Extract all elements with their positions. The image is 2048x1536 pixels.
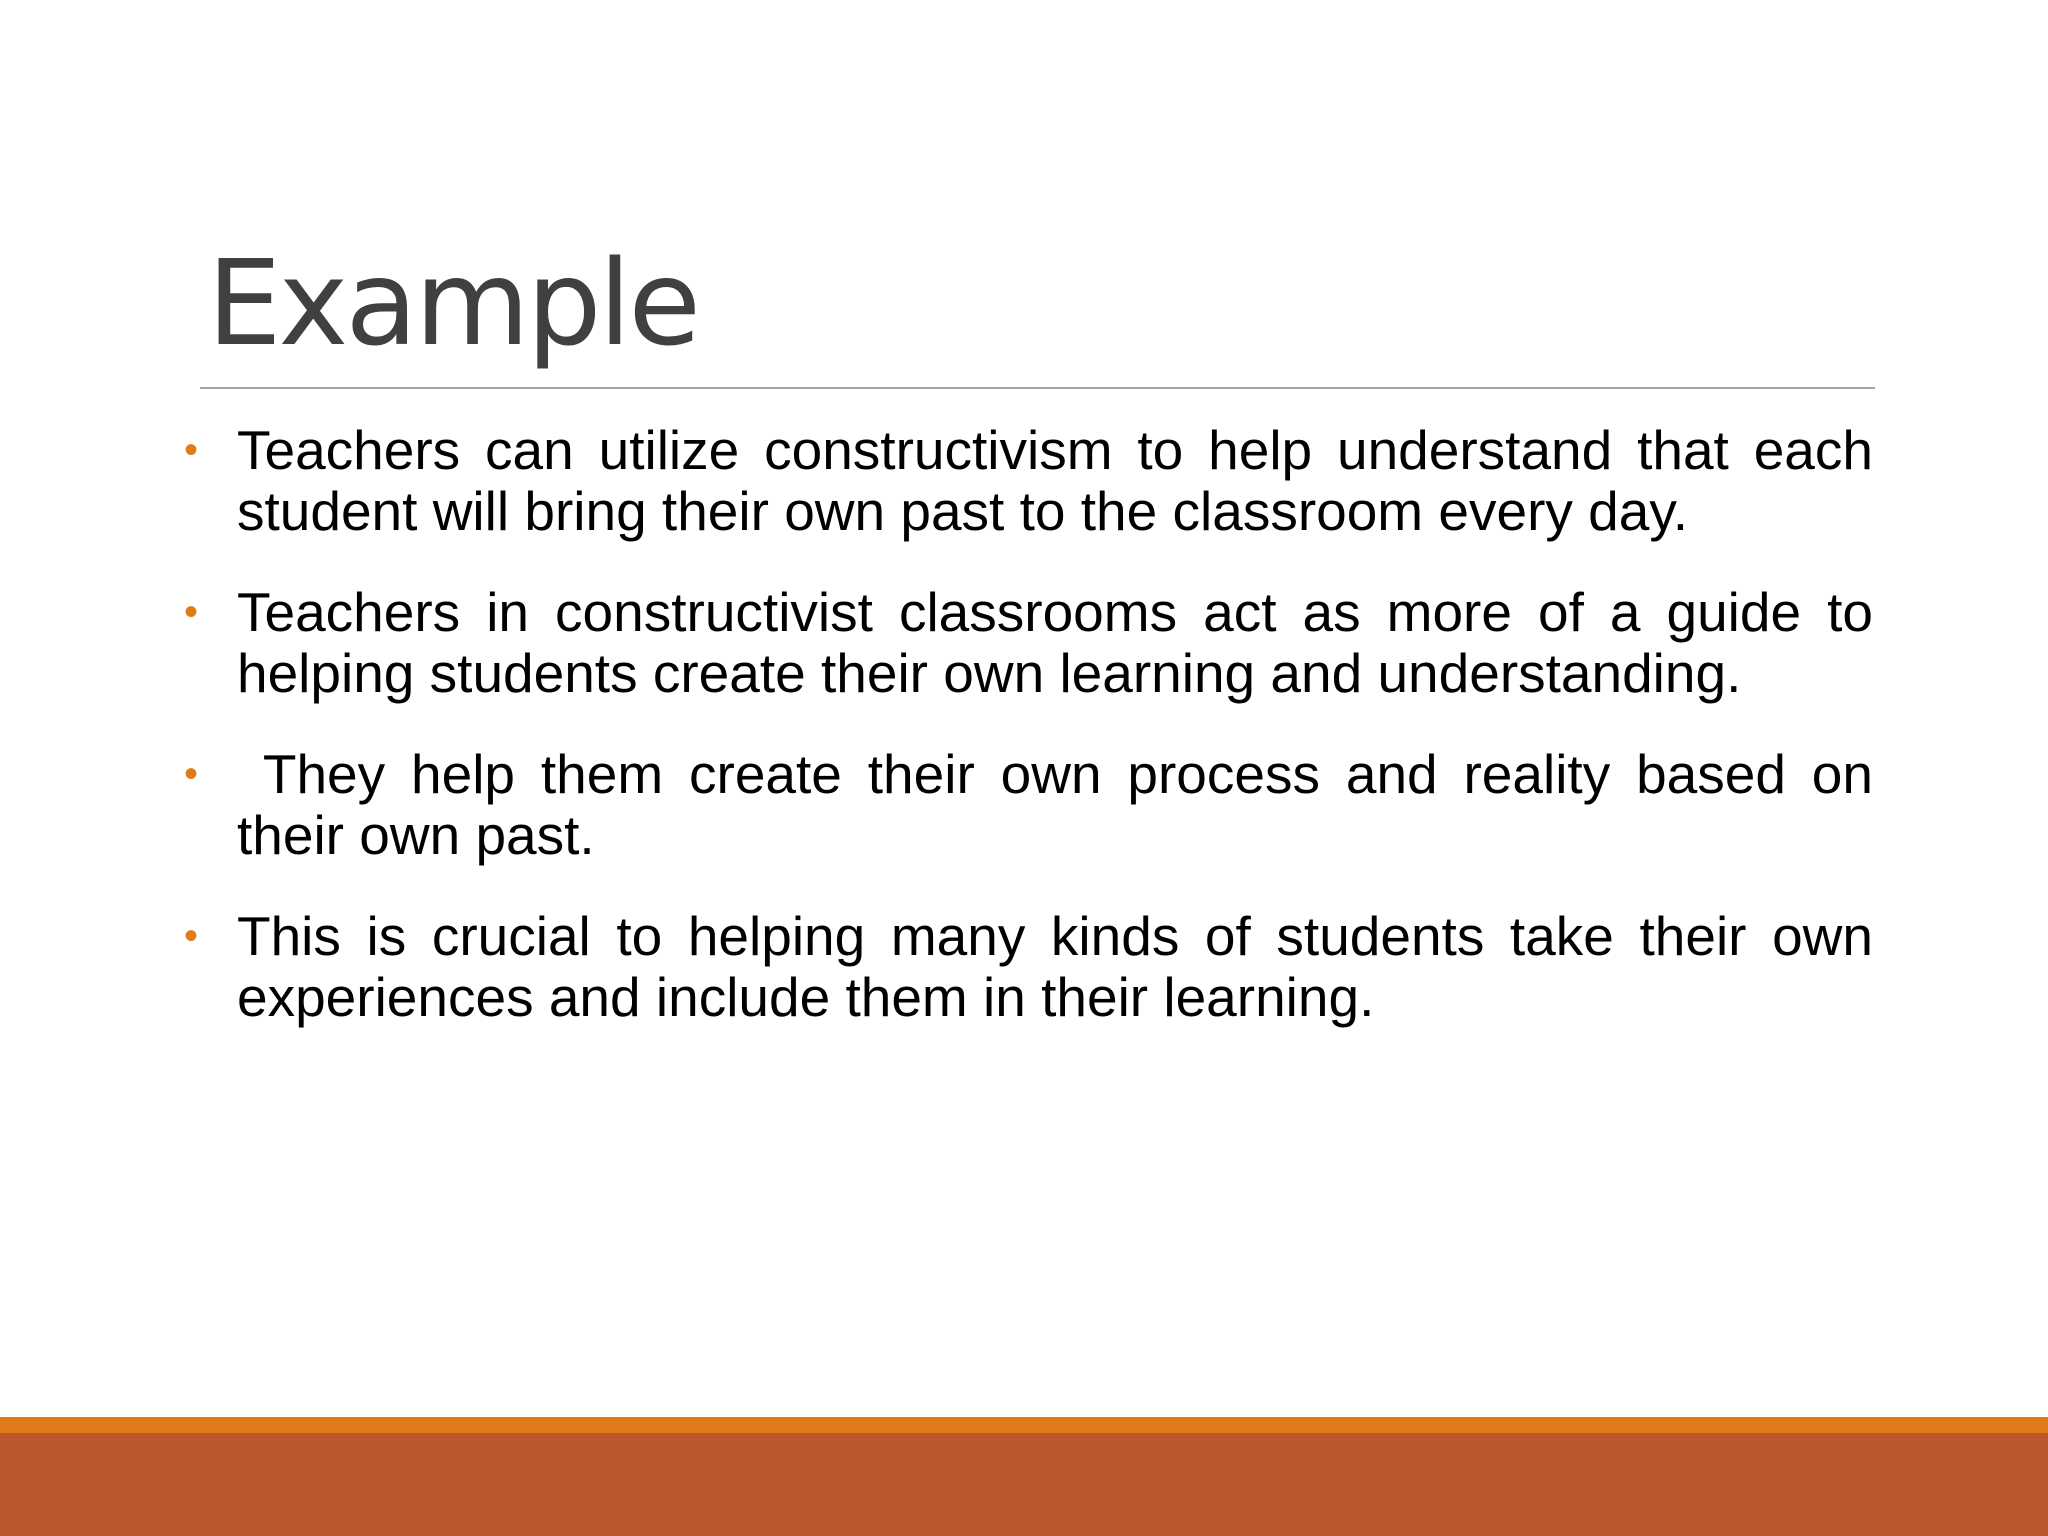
slide-title: Example: [207, 234, 698, 372]
bullet-icon: •: [184, 752, 199, 796]
bullet-text: This is crucial to helping many kinds of students take their own experiences and include them in their learning.: [237, 905, 1873, 1028]
bullet-text: Teachers can utilize constructivism to help understand that each student will bring their own past to the classroom every day.: [237, 419, 1873, 542]
bullet-list: [178, 419, 1889, 1068]
bullet-text: They help them create their own process and reality based on their own past.: [237, 743, 1889, 866]
bullet-text: Teachers in constructivist classrooms act as more of a guide to helping students create their own learning and understanding.: [237, 581, 1873, 704]
bullet-icon: •: [184, 914, 199, 958]
bullet-item: [178, 743, 1889, 866]
footer-band: [0, 1433, 2048, 1536]
footer-accent-band: [0, 1417, 2048, 1433]
bullet-item: [178, 420, 1873, 542]
bullet-icon: •: [184, 428, 199, 472]
title-divider: [200, 387, 1875, 389]
bullet-item: [178, 906, 1873, 1028]
bullet-icon: •: [184, 590, 199, 634]
bullet-item: [178, 582, 1873, 704]
